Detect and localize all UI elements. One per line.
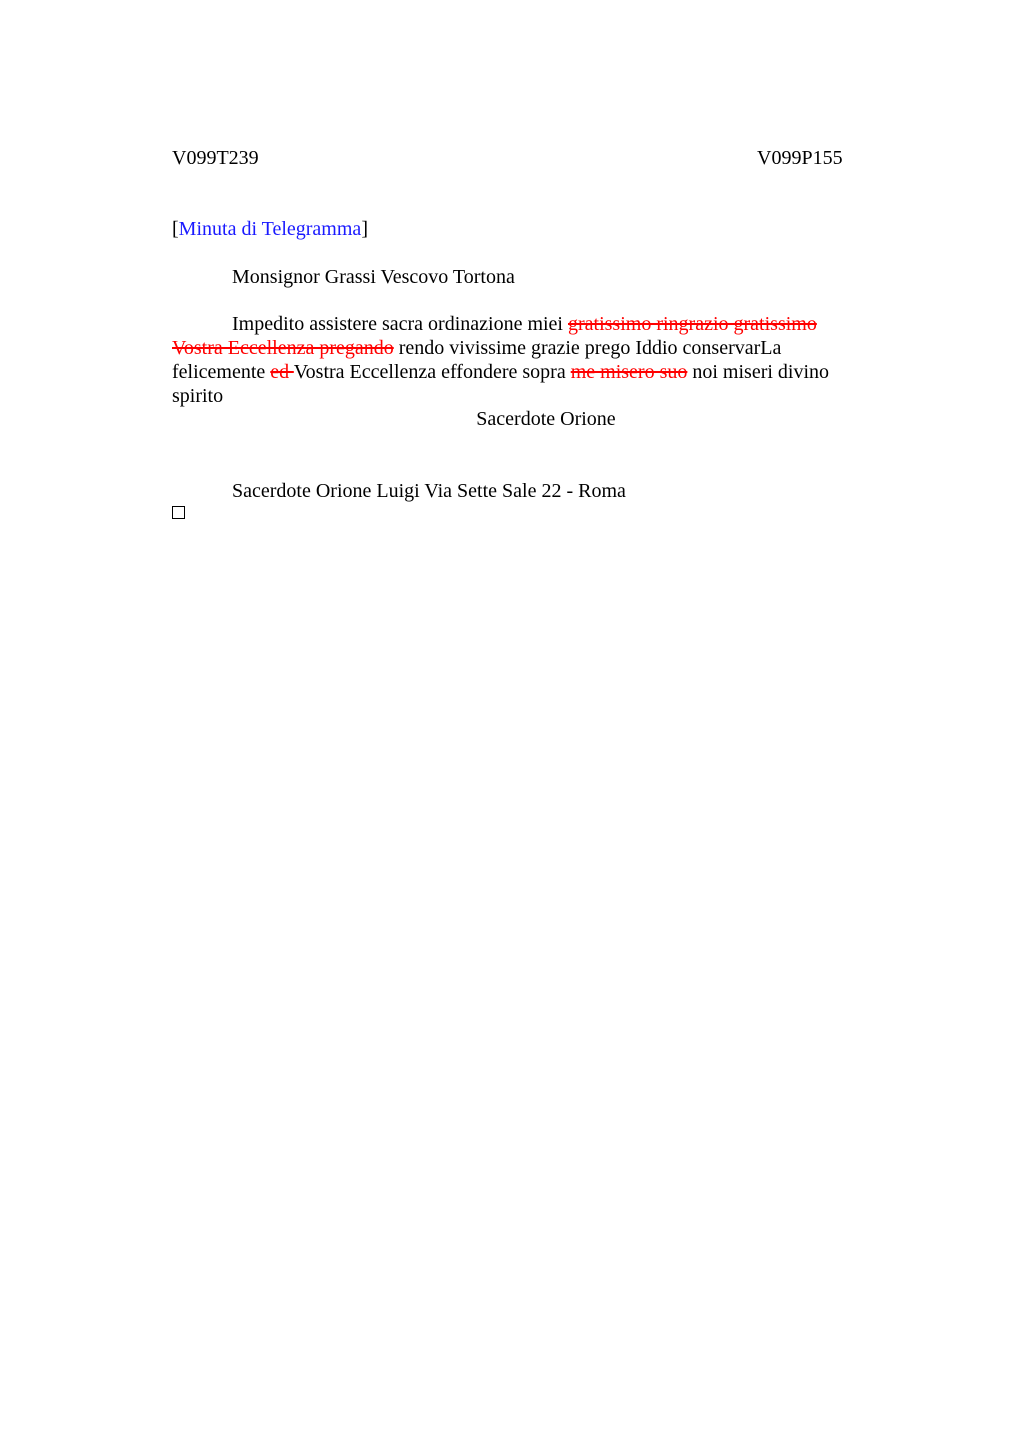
body-segment: Vostra Eccellenza effondere sopra (293, 361, 571, 383)
deleted-text: me misero suo (570, 361, 688, 383)
telegram-body (172, 312, 852, 408)
reference-code-left: V099T239 (172, 147, 259, 169)
open-bracket: [ (172, 218, 179, 240)
sender-address: Sacerdote Orione Luigi Via Sette Sale 22 - Roma (232, 480, 626, 502)
reference-code-right: V099P155 (757, 147, 843, 169)
close-bracket: ] (361, 218, 368, 240)
empty-box-icon (172, 506, 185, 519)
document-type-heading (172, 217, 368, 241)
deleted-text: ed (270, 361, 294, 383)
signature: Sacerdote Orione (476, 408, 616, 430)
body-segment: noi miseri divino spirito (172, 361, 830, 407)
recipient-line: Monsignor Grassi Vescovo Tortona (232, 266, 515, 288)
document-type-label: Minuta di Telegramma (178, 218, 362, 240)
deleted-text: gratissimo ringrazio gratissimo Vostra Eccellenza pregando (172, 313, 817, 359)
body-segment: Impedito assistere sacra ordinazione miei (232, 313, 568, 335)
body-segment: rendo vivissime grazie prego Iddio conservarLa felicemente (172, 337, 782, 383)
